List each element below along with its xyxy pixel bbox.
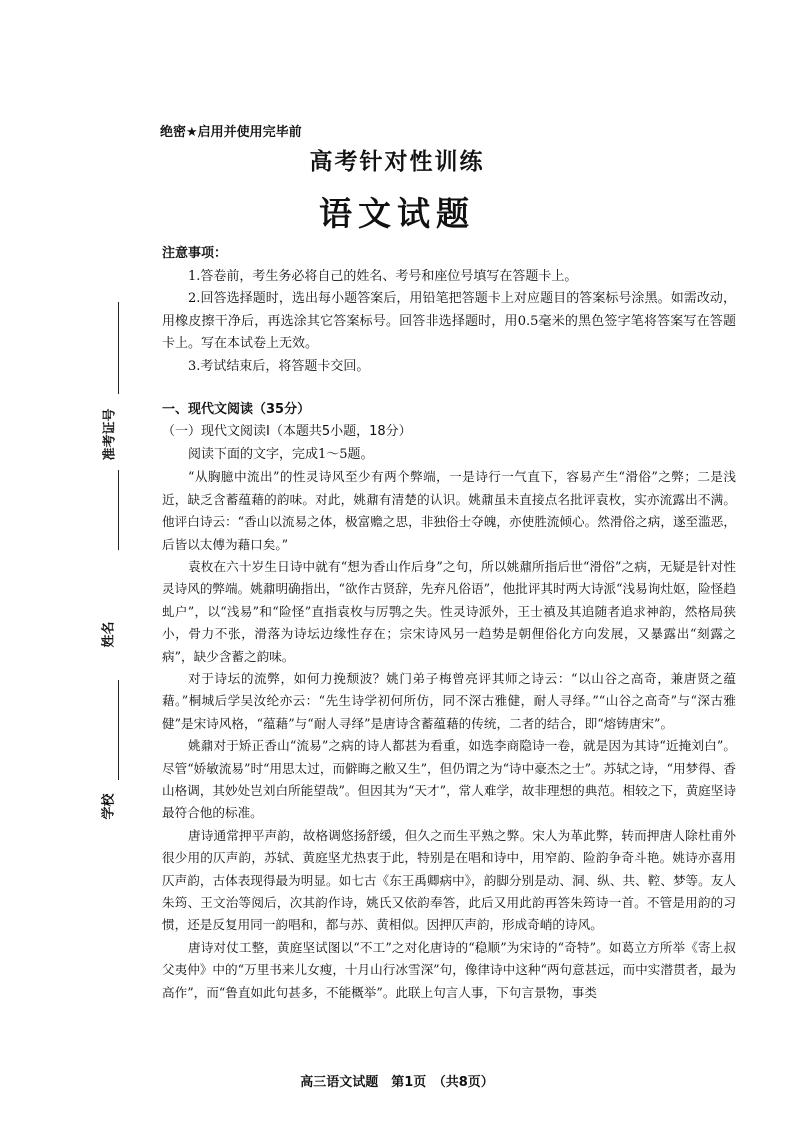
exam-no-label: 准考证号 (102, 408, 118, 461)
passage-paragraph: 唐诗对仗工整，黄庭坚试图以“不工”之对化唐诗的“稳顺”为宋诗的“奇特”。如葛立方所举《寄上叔父夷仲》中的“万里书来儿女瘦，十月山行冰雪深”句，像律诗中这种“两句意甚远，而中实潜贯者，最为高作”，而“鲁直如此句甚多，不能概举”。此联上句言人事，下句言景物，事类 (162, 939, 736, 1000)
subsection-title: （一）现代文阅读Ⅰ（本题共5小题，18分） (162, 424, 412, 440)
notice-item: 2.回答选择题时，选出每小题答案后，用铅笔把答题卡上对应题目的答案标号涂黑。如需改动，用橡皮擦干净后，再选涂其它答案标号。回答非选择题时，用0.5毫米的黑色签字笔将答案写在答题卡上。写在本试卷上无效。 (162, 291, 736, 352)
school-underline (118, 680, 119, 780)
passage-paragraph: 姚鼐对于矫正香山“流易”之病的诗人都甚为看重，如选李商隐诗一卷，就是因为其诗“近掩刘白”。尽管“娇敏流易”时“用思太过，而僻晦之敝又生”，但仍谓之为“诗中豪杰之士”。苏轼之诗，“用梦得、香山格调，其妙处岂刘白所能望哉”。但因其为“天才”，常人难学，故非理想的典范。相较之下，黄庭坚诗最符合他的标准。 (162, 738, 737, 821)
passage-paragraph: 唐诗通常押平声韵，故格调悠扬舒缓，但久之而生平熟之弊。宋人为革此弊，转而押唐人除杜甫外很少用的仄声韵，苏轼、黄庭坚尤热衷于此，特别是在唱和诗中，用窄韵、险韵争奇斗艳。姚诗亦喜用仄声韵，古体表现得最为明显。如七古《东王禹卿病中》，韵脚分别是动、洞、纵、共、鞚、梦等。友人朱筠、王文治等阅后，次其韵作诗，姚氏又依韵奉答，此后又用此韵再答朱筠诗一首。不管是用韵的习惯，还是反复用同一韵唱和，都与苏、黄相似。因押仄声韵，形成奇峭的诗风。 (162, 827, 736, 933)
notice-heading: 注意事项： (162, 246, 228, 261)
reading-instruction: 阅读下面的文字，完成1～5题。 (188, 446, 374, 462)
name-underline (118, 470, 119, 550)
notice-item: 1.答卷前，考生务必将自己的姓名、考号和座位号填写在答题卡上。 (188, 268, 578, 284)
confidential-mark: 绝密★启用并使用完毕前 (160, 125, 302, 140)
passage-paragraph: 对于诗坛的流弊，如何力挽颓波？姚门弟子梅曾亮评其师之诗云：“以山谷之高奇，兼唐贤之蕴藉。”桐城后学吴汝纶亦云：“先生诗学初何所仿，同不深古雅健，耐人寻绎。”“山谷之高奇”与“深古雅健”是宋诗风格，“蕴藉”与“耐人寻绎”是唐诗含蓄蕴藉的传统，二者的结合，即“熔铸唐宋”。 (162, 671, 736, 731)
school-label: 学校 (101, 793, 117, 820)
exam-no-underline (118, 302, 119, 394)
name-label: 姓名 (101, 621, 117, 648)
notice-item: 3.考试结束后，将答题卡交回。 (188, 358, 370, 374)
section-title: 一、现代文阅读（35分） (162, 401, 311, 417)
page-footer: 高三语文试题 第1页 （共8页） (300, 1075, 494, 1090)
passage-paragraph: 袁枚在六十岁生日诗中就有“想为香山作后身”之句，所以姚鼐所指后世“滑俗”之病，无疑是针对性灵诗风的弊端。姚鼐明确指出，“欲作古贤辞，先弃凡俗语”，他批评其时两大诗派“浅易询灶妪，险怪趋虬户”，以“浅易”和“险怪”直指袁枚与厉鹗之失。性灵诗派外，王士禛及其追随者追求神韵，然格局狭小，骨力不张，滑落为诗坛边缘性存在；宗宋诗风另一趋势是朝俚俗化方向发展，又暴露出“刻露之病”，缺少含蓄之韵味。 (162, 558, 736, 664)
passage-paragraph: “从胸臆中流出”的性灵诗风至少有两个弊端，一是诗行一气直下，容易产生“滑俗”之弊；二是浅近，缺乏含蓄蕴藉的韵味。对此，姚鼐有清楚的认识。姚鼐虽未直接点名批评袁枚，实亦流露出不满。他评白诗云：“香山以流易之体，极富赡之思，非独俗士夺魄，亦使胜流倾心。然滑俗之病，遂至滥恶，后皆以太傅为藉口矣。” (162, 469, 736, 552)
main-content (162, 243, 736, 1004)
exam-title: 高考针对性训练 (309, 148, 485, 175)
exam-subtitle: 语文试题 (319, 194, 475, 233)
